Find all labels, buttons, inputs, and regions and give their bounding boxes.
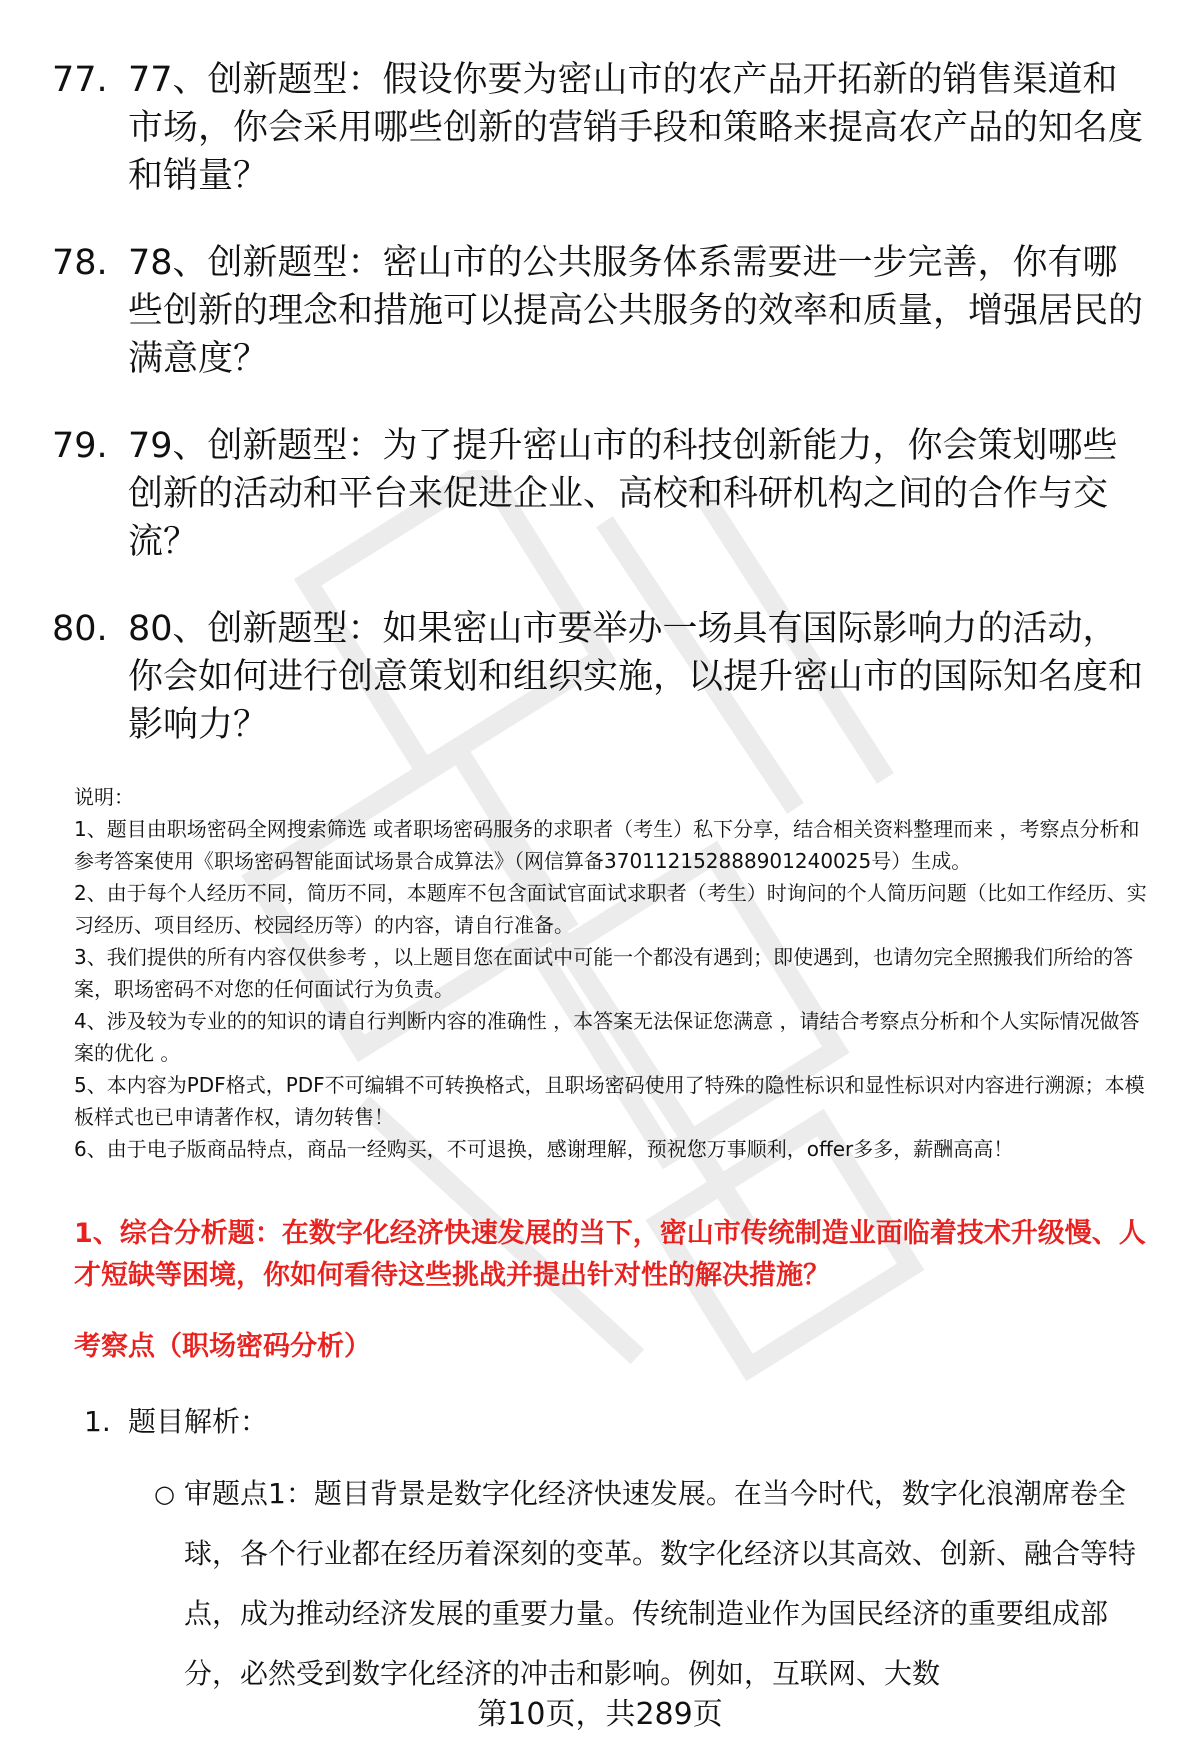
notes-heading: 说明： [74,785,134,809]
question-number: 79. [52,426,108,466]
analysis-point-text: 审题点1：题目背景是数字化经济快速发展。在当今时代，数字化浪潮席卷全球，各个行业都在经历着深刻的变革。数字化经济以其高效、创新、融合等特点，成为推动经济发展的重要力量。传统制造业作为国民经济的重要组成部分，必然受到数字化经济的冲击和影响。例如，互联网、大数 [184,1477,1137,1690]
analysis-number: 1. [84,1405,111,1438]
analysis-heading [84,1402,1164,1442]
question-text: 79、创新题型：为了提升密山市的科技创新能力，你会策划哪些创新的活动和平台来促进企业、高校和科研机构之间的合作与交流？ [128,426,1118,562]
note-item-1: 1、题目由职场密码全网搜索筛选 或者职场密码服务的求职者（考生）私下分享，结合相关资料整理而来 ，考察点分析和参考答案使用《职场密码智能面试场景合成算法》（网信算备370112152888901240025号）生成。 [74,817,1140,873]
question-item-80 [52,605,1152,749]
examination-points-heading: 考察点（职场密码分析） [74,1331,371,1362]
section-question-title: 1、综合分析题：在数字化经济快速发展的当下，密山市传统制造业面临着技术升级慢、人才短缺等困境，你如何看待这些挑战并提出针对性的解决措施？ [74,1218,1146,1291]
analysis-label: 题目解析： [128,1405,269,1438]
question-item-77 [52,56,1152,200]
notes-block [74,781,1154,1165]
note-item-3: 3、我们提供的所有内容仅供参考 ，以上题目您在面试中可能一个都没有遇到；即使遇到，也请勿完全照搬我们所给的答案，职场密码不对您的任何面试行为负责。 [74,945,1134,1001]
question-number: 78. [52,243,108,283]
circle-bullet-icon: ○ [154,1480,175,1508]
question-number: 77. [52,60,108,100]
analysis-block [84,1402,1164,1690]
question-text: 80、创新题型：如果密山市要举办一场具有国际影响力的活动，你会如何进行创意策划和组织实施，以提升密山市的国际知名度和影响力？ [128,609,1144,745]
note-item-5: 5、本内容为PDF格式，PDF不可编辑不可转换格式，且职场密码使用了特殊的隐性标识和显性标识对内容进行溯源；本模板样式也已申请著作权，请勿转售！ [74,1073,1145,1129]
question-text: 78、创新题型：密山市的公共服务体系需要进一步完善，你有哪些创新的理念和措施可以提高公共服务的效率和质量，增强居民的满意度？ [128,243,1144,379]
question-number: 80. [52,609,108,649]
question-text: 77、创新题型：假设你要为密山市的农产品开拓新的销售渠道和市场，你会采用哪些创新的营销手段和策略来提高农产品的知名度和销量？ [128,60,1144,196]
page-footer: 第10页，共289页 [477,1697,723,1732]
note-item-6: 6、由于电子版商品特点，商品一经购买，不可退换，感谢理解，预祝您万事顺利，offer多多，薪酬高高！ [74,1137,1014,1161]
analysis-point-1 [154,1464,1154,1704]
note-item-2: 2、由于每个人经历不同，简历不同，本题库不包含面试官面试求职者（考生）时询问的个人简历问题（比如工作经历、实习经历、项目经历、校园经历等）的内容，请自行准备。 [74,881,1147,937]
note-item-4: 4、涉及较为专业的的知识的请自行判断内容的准确性 ，本答案无法保证您满意 ，请结合考察点分析和个人实际情况做答案的优化 。 [74,1009,1140,1065]
question-item-78 [52,239,1152,383]
question-list [52,56,1152,788]
question-item-79 [52,422,1152,566]
